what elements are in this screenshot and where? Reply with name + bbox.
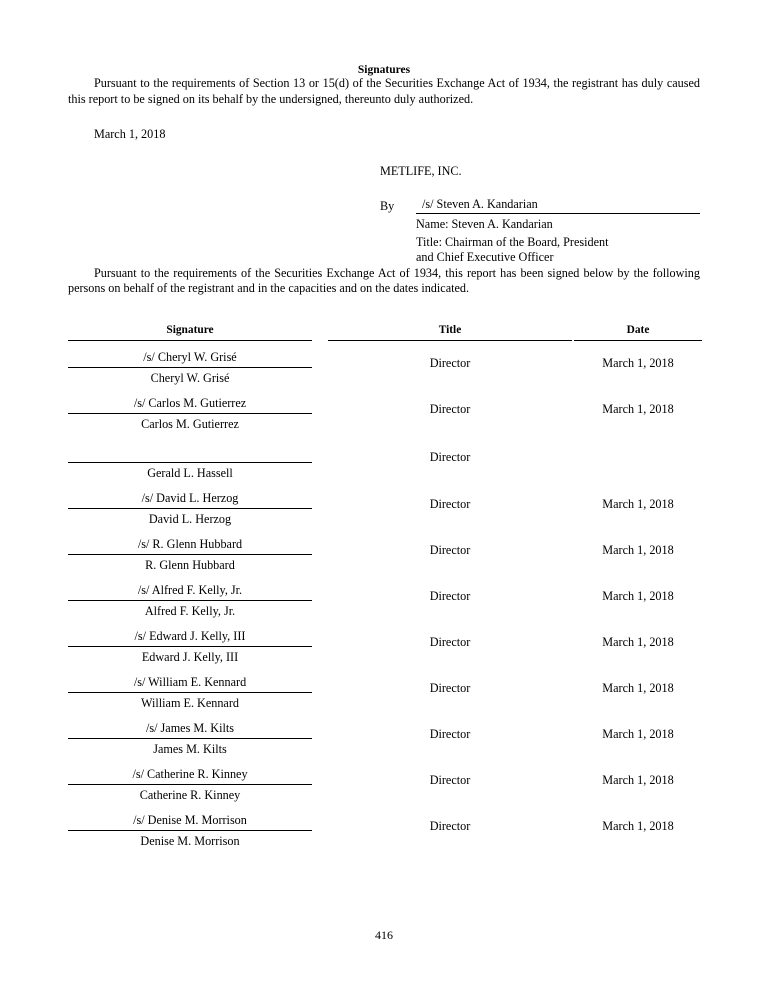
cell-spacer-3 (312, 784, 328, 804)
table-row (68, 758, 702, 785)
table-row (68, 433, 702, 463)
cell-signature: /s/ Edward J. Kelly, III (68, 620, 312, 647)
cell-signature: /s/ Denise M. Morrison (68, 804, 312, 831)
cell-signature: /s/ Alfred F. Kelly, Jr. (68, 574, 312, 601)
cell-title: Director (429, 589, 471, 604)
cell-printed-name: Denise M. Morrison (140, 833, 240, 848)
cell-date: March 1, 2018 (602, 727, 674, 742)
cell-date: March 1, 2018 (602, 773, 674, 788)
cell-signature: /s/ William E. Kennard (68, 666, 312, 693)
signing-date: March 1, 2018 (94, 127, 166, 142)
table-header-row (68, 323, 702, 338)
cell-date: March 1, 2018 (602, 402, 674, 417)
by-label: By (380, 198, 395, 213)
officer-signature: /s/ Steven A. Kandarian (416, 197, 700, 215)
cell-spacer (312, 804, 328, 831)
officer-name: Name: Steven A. Kandarian (416, 217, 553, 232)
cell-spacer-3 (312, 646, 328, 666)
cell-printed-name: William E. Kennard (141, 695, 239, 710)
cell-spacer-3 (312, 692, 328, 712)
cell-printed-name: Carlos M. Gutierrez (141, 416, 239, 431)
cell-title: Director (429, 356, 471, 371)
cell-spacer (312, 758, 328, 785)
cell-spacer (312, 666, 328, 693)
cell-printed-name: James M. Kilts (153, 741, 227, 756)
cell-signature: /s/ R. Glenn Hubbard (68, 528, 312, 555)
cell-printed-name: David L. Herzog (148, 511, 232, 526)
column-header-signature: Signature (166, 323, 214, 336)
table-row (68, 387, 702, 414)
cell-date: March 1, 2018 (602, 543, 674, 558)
cell-date: March 1, 2018 (602, 589, 674, 604)
cell-spacer-3 (312, 554, 328, 574)
table-row (68, 666, 702, 693)
officer-title-line-2: and Chief Executive Officer (416, 250, 554, 265)
table-row (68, 340, 702, 367)
cell-spacer (312, 482, 328, 509)
cell-spacer-3 (312, 508, 328, 528)
paragraph-authorization: Pursuant to the requirements of Section 13 or 15(d) of the Securities Exchange Act of 1934, the registrant has duly caused this report to be signed on its behalf by the undersigned, thereunto duly authorized. (68, 76, 700, 106)
cell-signature: /s/ Carlos M. Gutierrez (68, 387, 312, 414)
header-spacer (312, 323, 328, 338)
cell-spacer (312, 574, 328, 601)
cell-spacer (312, 387, 328, 414)
company-name: METLIFE, INC. (380, 164, 462, 179)
officer-title-line-1: Title: Chairman of the Board, President (416, 234, 609, 249)
paragraph-directors: Pursuant to the requirements of the Securities Exchange Act of 1934, this report has been signed below by the following persons on behalf of the registrant and in the capacities and on the dates indicated. (68, 265, 700, 296)
cell-signature: /s/ James M. Kilts (68, 712, 312, 739)
cell-title: Director (429, 402, 471, 417)
cell-title: Director (429, 497, 471, 512)
cell-spacer (312, 528, 328, 555)
table-row (68, 620, 702, 647)
cell-spacer (312, 340, 328, 367)
cell-title: Director (429, 773, 471, 788)
cell-spacer (312, 433, 328, 463)
cell-date (574, 433, 702, 482)
cell-printed-name: Catherine R. Kinney (139, 787, 241, 802)
cell-spacer-3 (312, 830, 328, 850)
table-row (68, 712, 702, 739)
cell-spacer-3 (312, 413, 328, 433)
by-row (380, 197, 700, 215)
page-title: Signatures (357, 64, 411, 76)
cell-spacer (312, 620, 328, 647)
table-body (68, 340, 702, 850)
cell-date: March 1, 2018 (602, 635, 674, 650)
signature-table (68, 323, 702, 850)
cell-spacer (312, 712, 328, 739)
cell-signature (68, 433, 312, 463)
table-row (68, 528, 702, 555)
cell-spacer-3 (312, 600, 328, 620)
cell-signature: /s/ Cheryl W. Grisé (68, 340, 312, 367)
cell-title: Director (429, 727, 471, 742)
cell-spacer-3 (312, 738, 328, 758)
cell-printed-name: Edward J. Kelly, III (141, 649, 239, 664)
cell-printed-name: Cheryl W. Grisé (150, 370, 230, 385)
cell-date: March 1, 2018 (602, 497, 674, 512)
cell-spacer-3 (312, 462, 328, 482)
cell-printed-name: Gerald L. Hassell (147, 465, 233, 480)
cell-date: March 1, 2018 (602, 681, 674, 696)
cell-printed-name: R. Glenn Hubbard (145, 557, 235, 572)
cell-date: March 1, 2018 (602, 819, 674, 834)
cell-spacer-3 (312, 367, 328, 387)
cell-title: Director (429, 681, 471, 696)
column-header-date: Date (626, 323, 650, 336)
cell-signature: /s/ David L. Herzog (68, 482, 312, 509)
cell-printed-name: Alfred F. Kelly, Jr. (144, 603, 236, 618)
cell-title: Director (429, 543, 471, 558)
cell-signature: /s/ Catherine R. Kinney (68, 758, 312, 785)
cell-title: Director (429, 449, 471, 464)
cell-title: Director (429, 635, 471, 650)
page-number: 416 (375, 928, 393, 942)
cell-date: March 1, 2018 (602, 356, 674, 371)
column-header-title: Title (438, 323, 462, 336)
table-row (68, 804, 702, 831)
table-row (68, 574, 702, 601)
company-signature-block (380, 164, 700, 266)
cell-title: Director (429, 819, 471, 834)
table-row (68, 482, 702, 509)
